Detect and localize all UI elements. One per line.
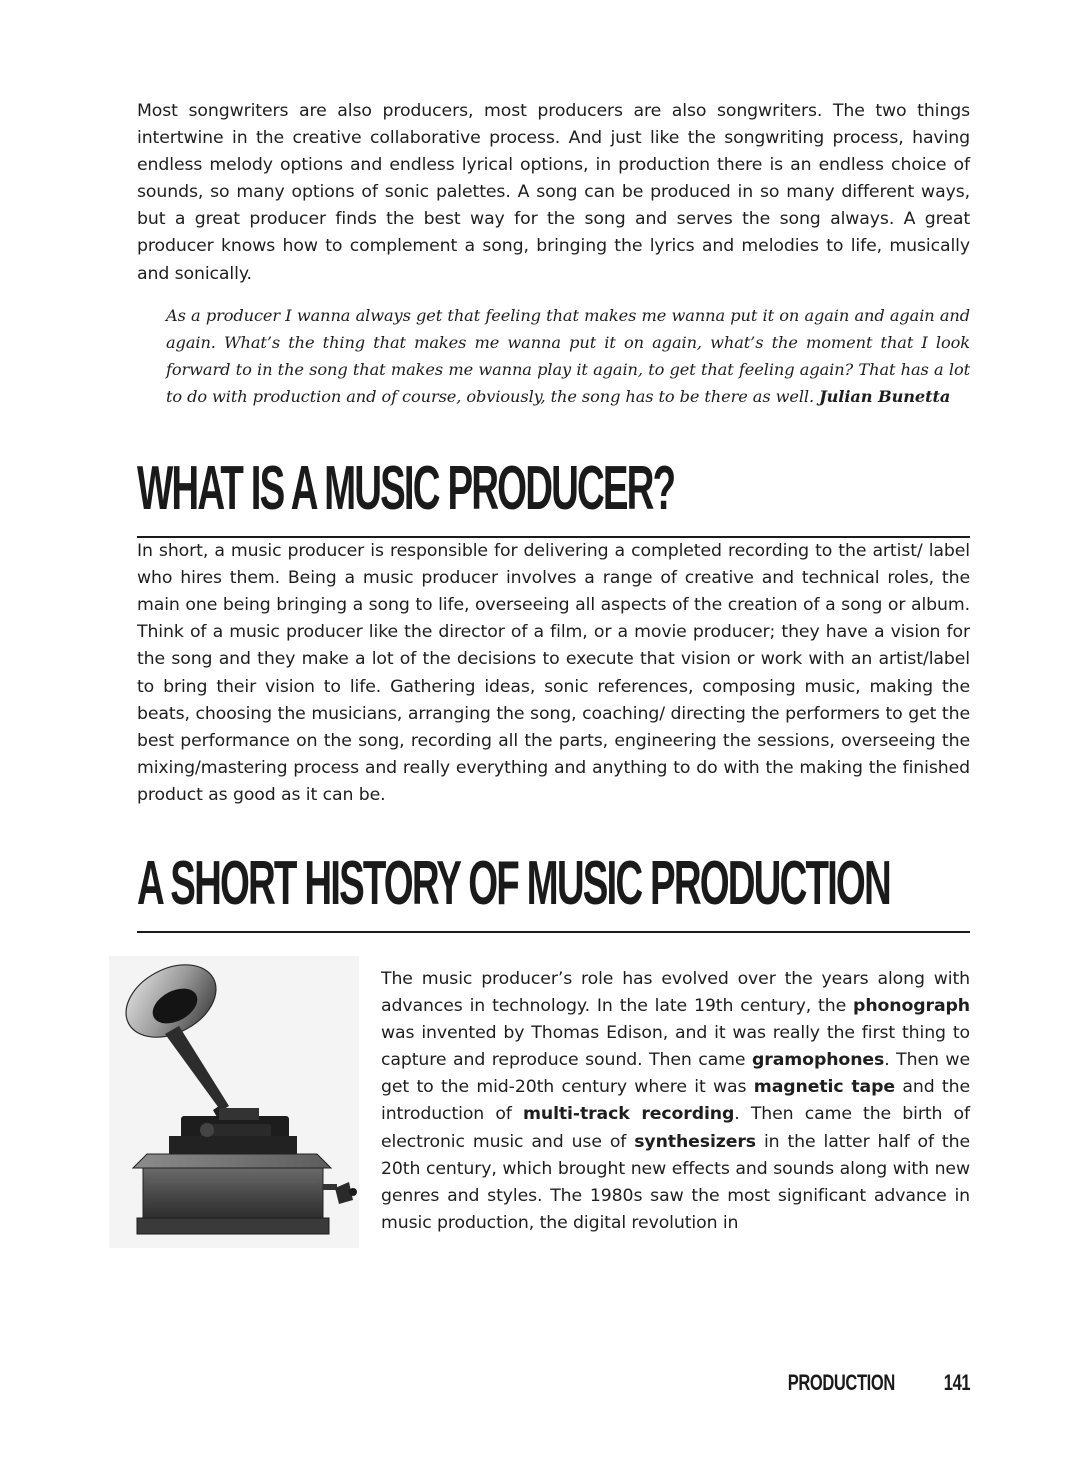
history-text-5: . Then came the birth of electronic music and use of bbox=[381, 1104, 970, 1152]
history-text-2: was invented by Thomas Edison, and it was really the first thing to capture and reproduce sound. Then came bbox=[381, 1023, 970, 1071]
term-synthesizers: synthesizers bbox=[634, 1131, 756, 1152]
section-history bbox=[137, 849, 970, 1256]
phonograph-photo bbox=[109, 956, 359, 1248]
history-text-6: in the latter half of the 20th century, which brought new effects and sounds along with new genres and styles. The 1980s saw the most significant advance in music production, the digital revolution in bbox=[381, 1131, 970, 1233]
intro-paragraph: Most songwriters are also producers, most producers are also songwriters. The two things intertwine in the creative collaborative process. And just like the songwriting process, having endless melody options and endless lyrical options, in production there is an endless choice of sounds, so many options of sonic palettes. A song can be produced in so many different ways, but a great producer finds the best way for the song and serves the song always. A great producer knows how to complement a song, bringing the lyrics and melodies to life, musically and sonically. bbox=[137, 101, 970, 284]
term-phonograph: phonograph bbox=[853, 996, 970, 1017]
term-gramophones: gramophones bbox=[752, 1050, 885, 1071]
history-text-3: . Then we get to the mid-20th century where it was bbox=[381, 1050, 970, 1098]
section-what-is-producer bbox=[137, 454, 970, 809]
section-heading-what-is-producer: WHAT IS A MUSIC PRODUCER? bbox=[137, 454, 675, 524]
history-paragraph bbox=[381, 966, 970, 1237]
history-text-4: and the introduction of bbox=[381, 1077, 970, 1125]
page-footer bbox=[752, 1370, 970, 1396]
heading-divider bbox=[137, 931, 970, 933]
producer-quote bbox=[166, 302, 970, 410]
section-heading-history: A SHORT HISTORY OF MUSIC PRODUCTION bbox=[137, 848, 890, 918]
term-magnetic-tape: magnetic tape bbox=[753, 1077, 895, 1098]
history-block bbox=[137, 956, 970, 1256]
history-text-1: The music producer’s role has evolved over the years along with advances in technology. In the late 19th century, the bbox=[381, 968, 970, 1017]
term-multi-track-recording: multi-track recording bbox=[522, 1104, 735, 1125]
page-content bbox=[137, 98, 970, 1256]
quote-attribution: Julian Bunetta bbox=[819, 386, 951, 406]
page-number: 141 bbox=[943, 1370, 970, 1395]
what-is-producer-paragraph: In short, a music producer is responsible for delivering a completed recording to the artist/ label who hires them. Being a music producer involves a range of creative and technical roles, the main one being bringing a song to life, overseeing all aspects of the creation of a song or album. Think of a music producer like the director of a film, or a movie producer; they have a vision for the song and they make a lot of the decisions to execute that vision or work with an artist/label to bring their vision to life. Gathering ideas, sonic references, composing music, making the beats, choosing the musicians, arranging the song, coaching/ directing the performers to get the best performance on the song, recording all the parts, engineering the sessions, overseeing the mixing/mastering process and really everything and anything to do with the making the finished product as good as it can be. bbox=[137, 541, 970, 805]
quote-text: As a producer I wanna always get that feeling that makes me wanna put it on again and again and again. What’s the thing that makes me wanna put it on again, what’s the moment that I look forward to in the song that makes me wanna play it again, to get that feeling again? That has a lot to do with production and of course, obviously, the song has to be there as well. bbox=[166, 305, 970, 406]
footer-section-label: PRODUCTION bbox=[787, 1370, 895, 1395]
